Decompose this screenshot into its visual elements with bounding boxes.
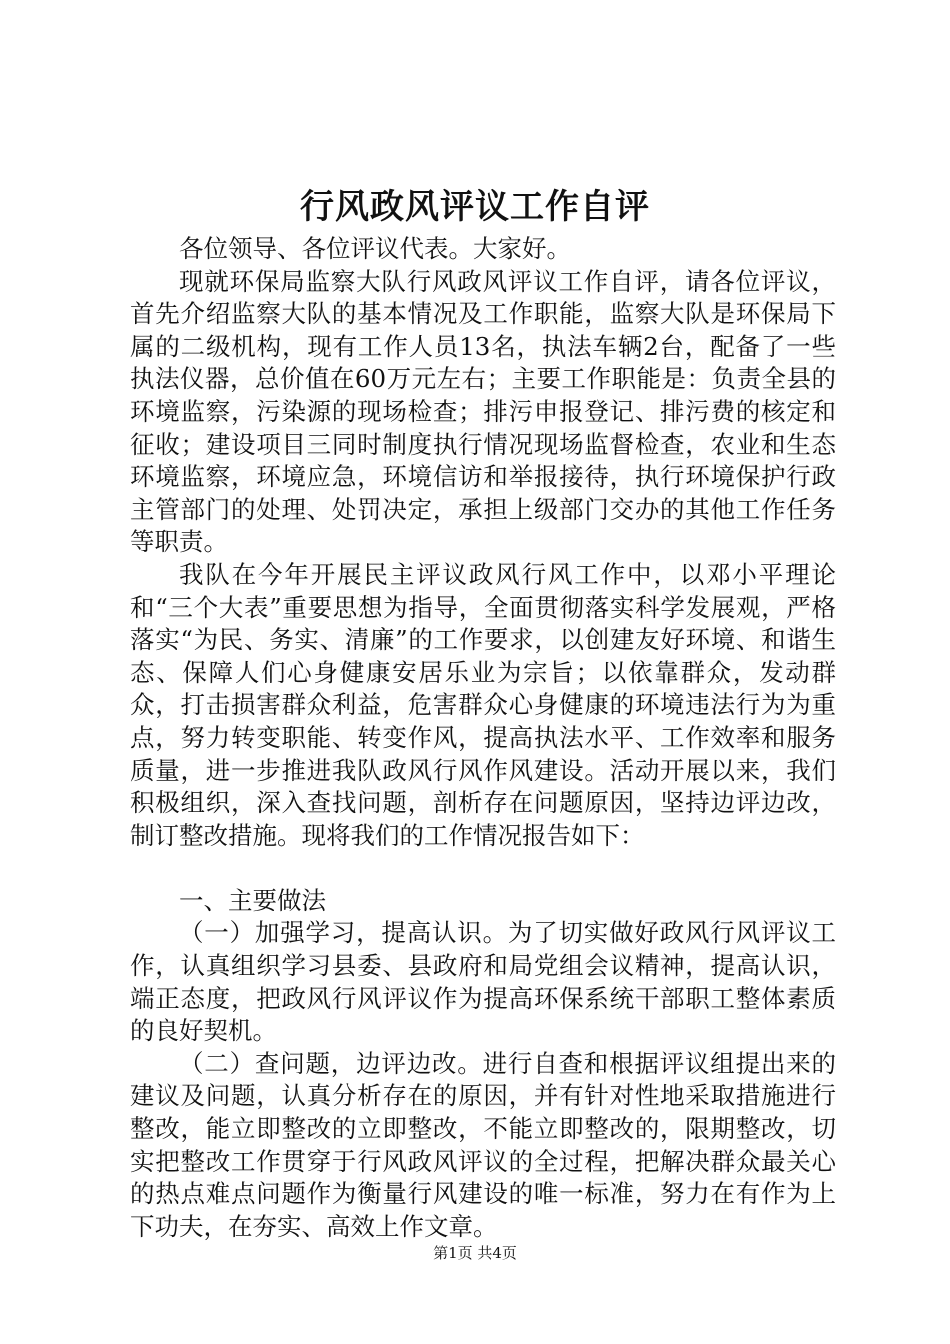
section-heading: 一、主要做法 xyxy=(179,885,326,915)
document-title: 行风政风评议工作自评 xyxy=(300,187,650,227)
work-overview-paragraph: 我队在今年开展民主评议政风行风工作中，以邓小平理论和“三个大表”重要思想为指导，全面贯彻落实科学发展观，严格落实“为民、务实、清廉”的工作要求，以创建友好环境、和谐生态、保障人们心身健康安居乐业为宗旨；以依靠群众，发动群众，打击损害群众利益，危害群众心身健康的环境违法行为为重点，努力转变职能、转变作风，提高执法水平、工作效率和服务质量，进一步推进我队政风行风作风建设。活动开展以来，我们积极组织，深入查找问题，剖析存在问题原因，坚持边评边改，制订整改措施。现将我们的工作情况报告如下： xyxy=(130,559,836,850)
measure-2-paragraph: （二）查问题，边评边改。进行自查和根据评议组提出来的建议及问题，认真分析存在的原因，并有针对性地采取措施进行整改，能立即整改的立即整改，不能立即整改的，限期整改，切实把整改工作贯穿于行风政风评议的全过程，把解决群众最关心的热点难点问题作为衡量行风建设的唯一标准，努力在有作为上下功夫，在夯实、高效上作文章。 xyxy=(130,1048,836,1241)
greeting-paragraph: 各位领导、各位评议代表。大家好。 xyxy=(179,234,571,263)
document-body xyxy=(130,233,836,1243)
measure-1-paragraph: （一）加强学习，提高认识。为了切实做好政风行风评议工作，认真组织学习县委、县政府和局党组会议精神，提高认识，端正态度，把政风行风评议作为提高环保系统干部职工整体素质的良好契机。 xyxy=(130,918,836,1046)
page-footer: 第1页 共4页 xyxy=(433,1244,517,1262)
intro-paragraph: 现就环保局监察大队行风政风评议工作自评，请各位评议，首先介绍监察大队的基本情况及工作职能，监察大队是环保局下属的二级机构，现有工作人员13名，执法车辆2台，配备了一些执法仪器，总价值在60万元左右；主要工作职能是：负责全县的环境监察，污染源的现场检查；排污申报登记、排污费的核定和征收；建设项目三同时制度执行情况现场监督检查，农业和生态环境监察，环境应急，环境信访和举报接待，执行环境保护行政主管部门的处理、处罚决定，承担上级部门交办的其他工作任务等职责。 xyxy=(130,266,836,557)
